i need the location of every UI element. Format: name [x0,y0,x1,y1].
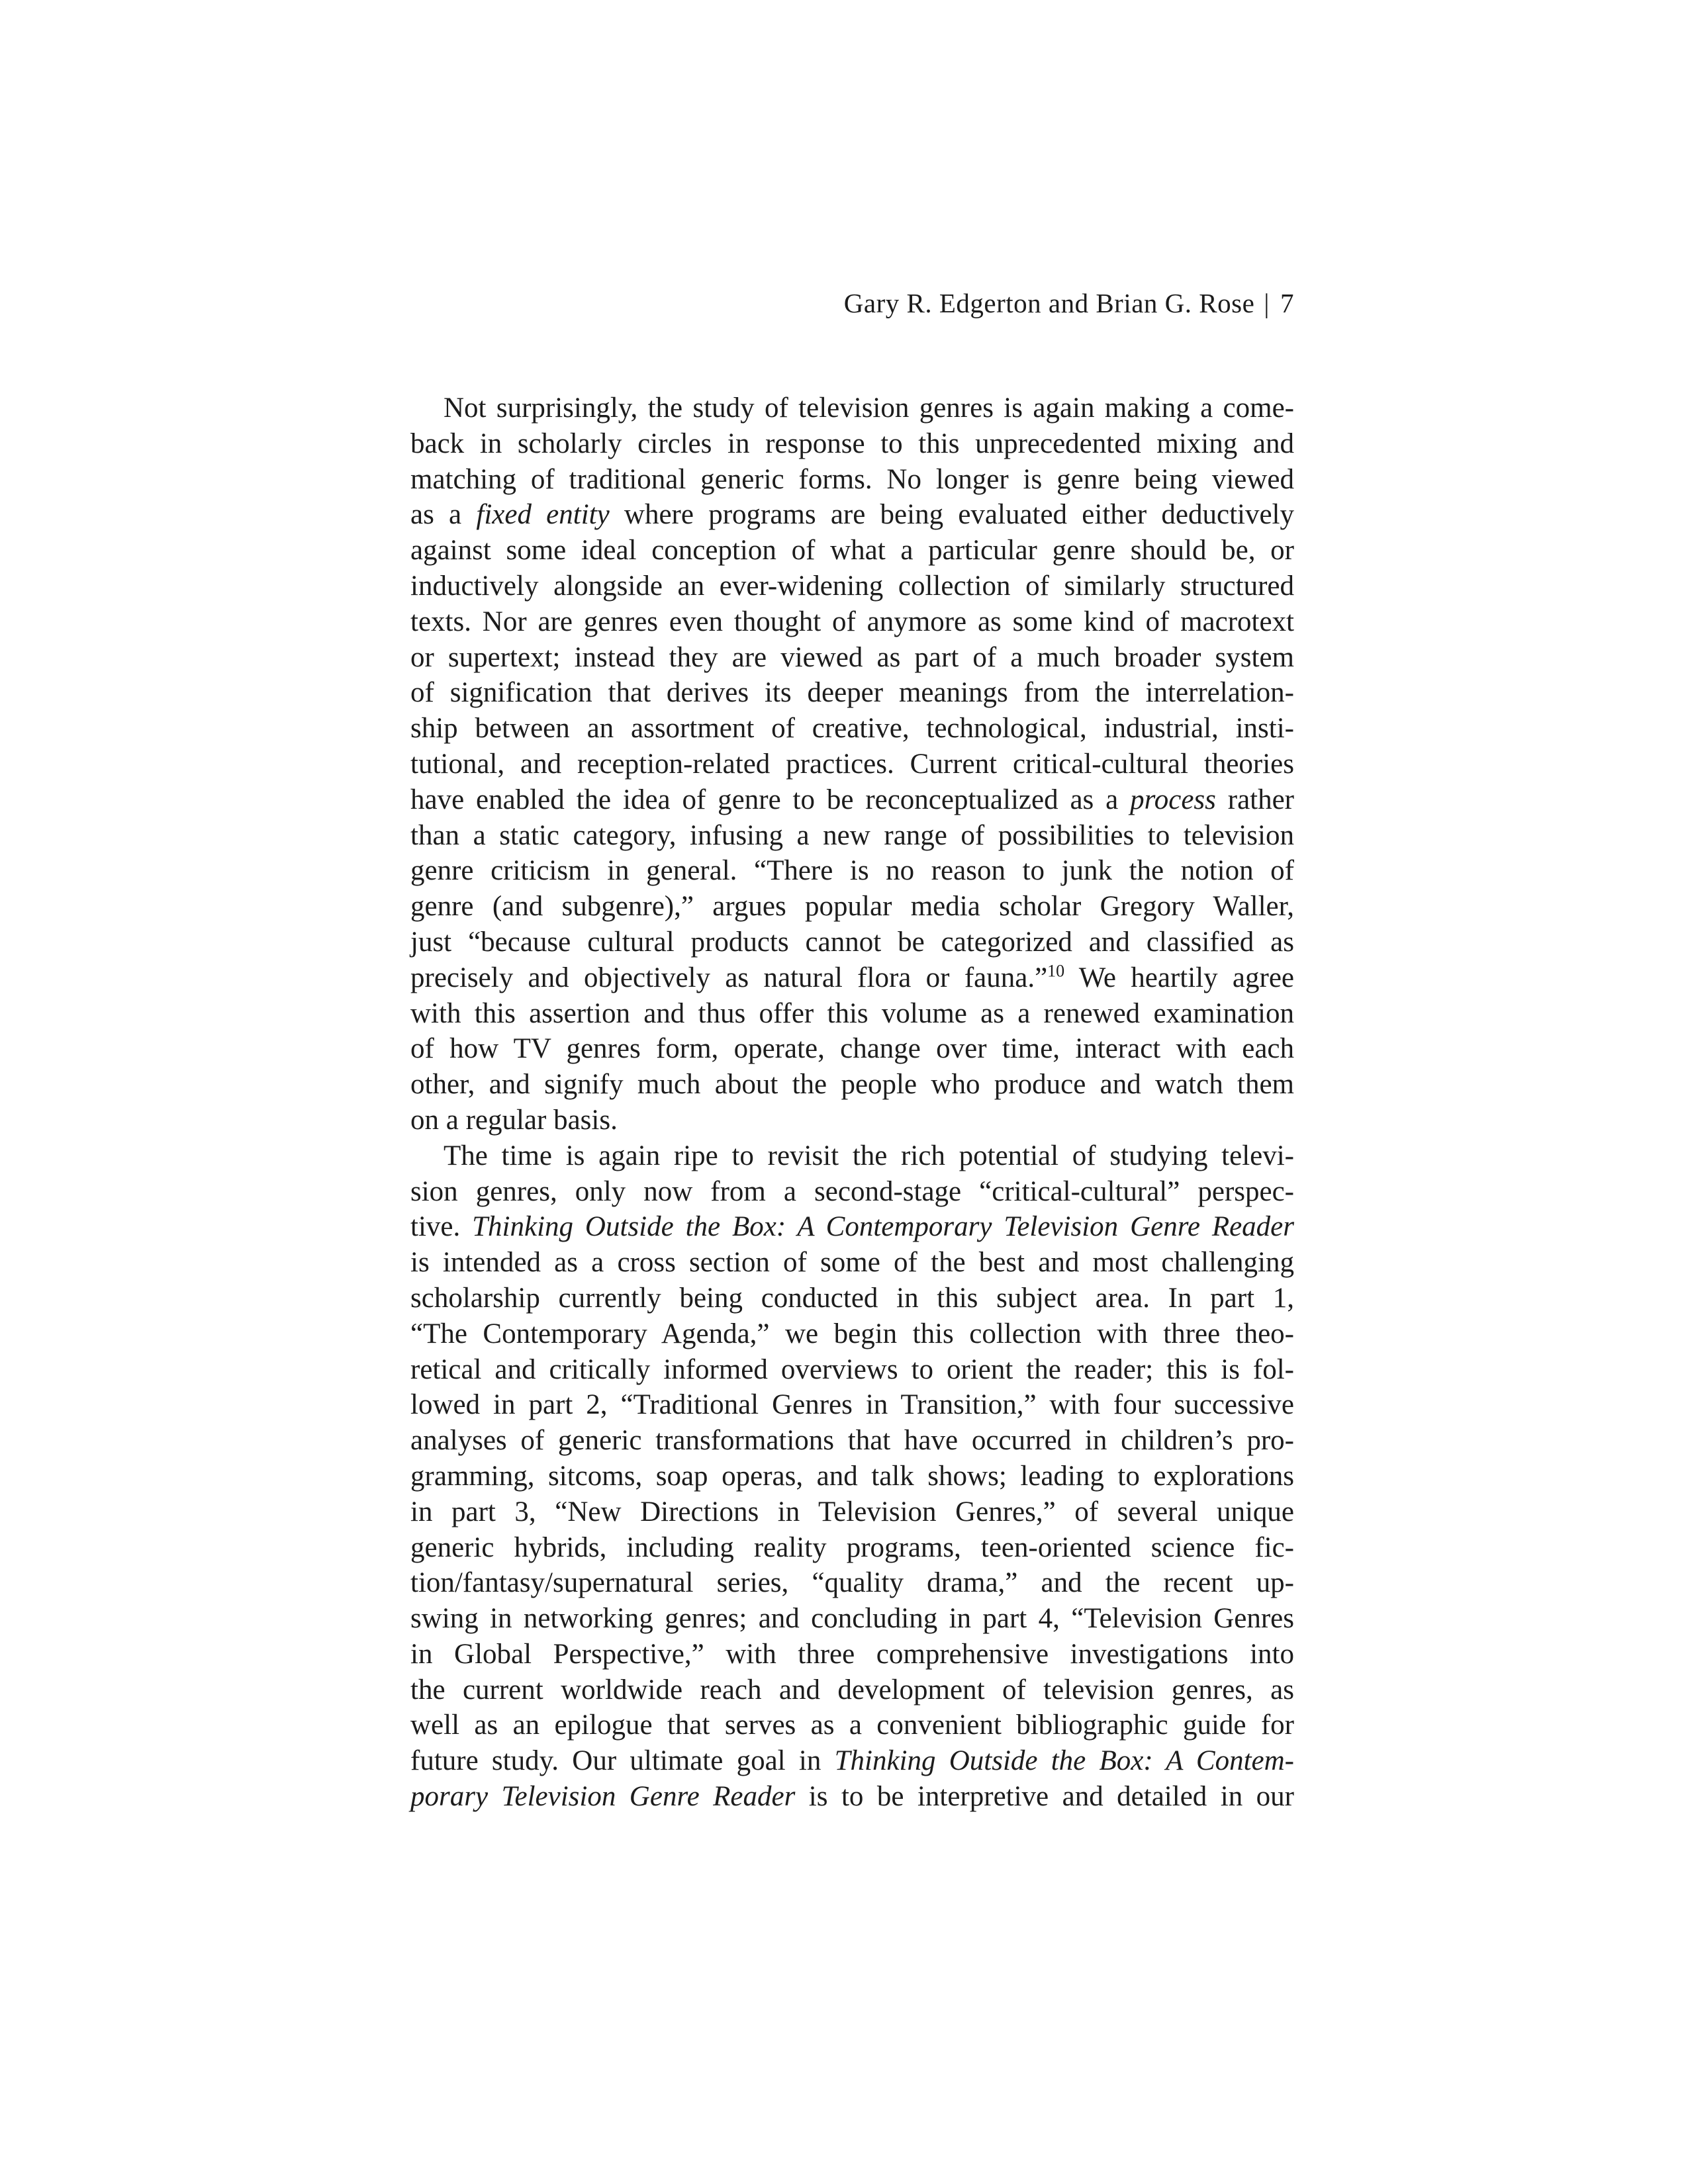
emphasis: process [1130,784,1216,815]
text-line: lowed in part 2, “Traditional Genres in Transition,” with four successive [410,1389,1294,1421]
text-line: on a regular basis. [410,1104,618,1136]
book-title: Thinking Outside the Box: A Contem- [834,1745,1294,1777]
book-title: Thinking Outside the Box: A Contemporary Television Genre Reader [472,1211,1294,1243]
body-text [410,390,1294,1815]
page-number: 7 [1280,288,1294,318]
text-run: as a [410,499,477,531]
text-run: We heartily agree [1064,962,1294,993]
text-line: well as an epilogue that serves as a convenient bibliographic guide for [410,1709,1294,1741]
text-line: sion genres, only now from a second-stage “critical-cultural” perspec- [410,1175,1294,1207]
footnote-ref: 10 [1047,961,1065,981]
text-line: gramming, sitcoms, soap operas, and talk shows; leading to explorations [410,1460,1294,1492]
text-line: analyses of generic transformations that have occurred in children’s pro- [410,1425,1294,1457]
text-line [410,497,1294,533]
text-line [410,782,1294,818]
text-line: other, and signify much about the people who produce and watch them [410,1069,1294,1101]
running-head-authors: Gary R. Edgerton and Brian G. Rose [843,288,1255,318]
text-line: or supertext; instead they are viewed as part of a much broader system [410,641,1294,673]
text-line: The time is again ripe to revisit the rich potential of studying televi- [444,1140,1294,1171]
text-line [410,960,1294,996]
text-run: where programs are being evaluated either deductively [609,499,1295,531]
text-line: back in scholarly circles in response to this unprecedented mixing and [410,428,1294,459]
text-line: with this assertion and thus offer this volume as a renewed examination [410,997,1294,1029]
text-line: texts. Nor are genres even thought of anymore as some kind of macrotext [410,606,1294,637]
book-title: porary Television Genre Reader [410,1781,796,1813]
text-line: generic hybrids, including reality programs, teen-oriented science fic- [410,1531,1294,1563]
text-line: of signification that derives its deeper meanings from the interrelation- [410,677,1294,709]
text-run: is to be interpretive and detailed in our [795,1781,1295,1813]
text-run: tive. [410,1211,473,1243]
running-head-separator: | [1264,288,1270,318]
text-run: future study. Our ultimate goal in [410,1745,835,1777]
text-line: tutional, and reception-related practices. Current critical-cultural theories [410,748,1294,780]
text-line: inductively alongside an ever-widening collection of similarly structured [410,570,1294,602]
text-line: is intended as a cross section of some of the best and most challenging [410,1247,1294,1279]
text-run: have enabled the idea of genre to be reconceptualized as a [410,784,1131,815]
text-line: genre (and subgenre),” argues popular media scholar Gregory Waller, [410,891,1294,923]
text-line: in part 3, “New Directions in Television Genres,” of several unique [410,1496,1294,1527]
text-line: “The Contemporary Agenda,” we begin this collection with three theo- [410,1318,1294,1349]
paragraph-1 [410,390,1294,1138]
text-line: than a static category, infusing a new range of possibilities to television [410,819,1294,851]
text-line: genre criticism in general. “There is no reason to junk the notion of [410,855,1294,887]
text-line: against some ideal conception of what a particular genre should be, or [410,535,1294,567]
text-line: swing in networking genres; and concluding in part 4, “Television Genres [410,1603,1294,1635]
emphasis: fixed entity [476,499,610,531]
text-line: ship between an assortment of creative, technological, industrial, insti- [410,713,1294,745]
text-line: scholarship currently being conducted in this subject area. In part 1, [410,1282,1294,1314]
text-line: of how TV genres form, operate, change over time, interact with each [410,1033,1294,1065]
text-line [410,1209,1294,1245]
text-line: Not surprisingly, the study of television genres is again making a come- [444,392,1294,424]
text-line [410,1779,1294,1815]
text-line: just “because cultural products cannot be categorized and classified as [410,926,1294,958]
text-line: tion/fantasy/supernatural series, “quality drama,” and the recent up- [410,1567,1294,1599]
text-run: rather [1215,784,1294,815]
text-line: the current worldwide reach and development of television genres, as [410,1674,1294,1706]
text-run: precisely and objectively as natural flora or fauna.” [410,962,1048,993]
text-line: in Global Perspective,” with three comprehensive investigations into [410,1638,1294,1670]
running-head [410,286,1294,320]
text-line [410,1743,1294,1779]
paragraph-2 [410,1138,1294,1815]
text-line: matching of traditional generic forms. No longer is genre being viewed [410,463,1294,495]
text-line: retical and critically informed overviews to orient the reader; this is fol- [410,1353,1294,1385]
